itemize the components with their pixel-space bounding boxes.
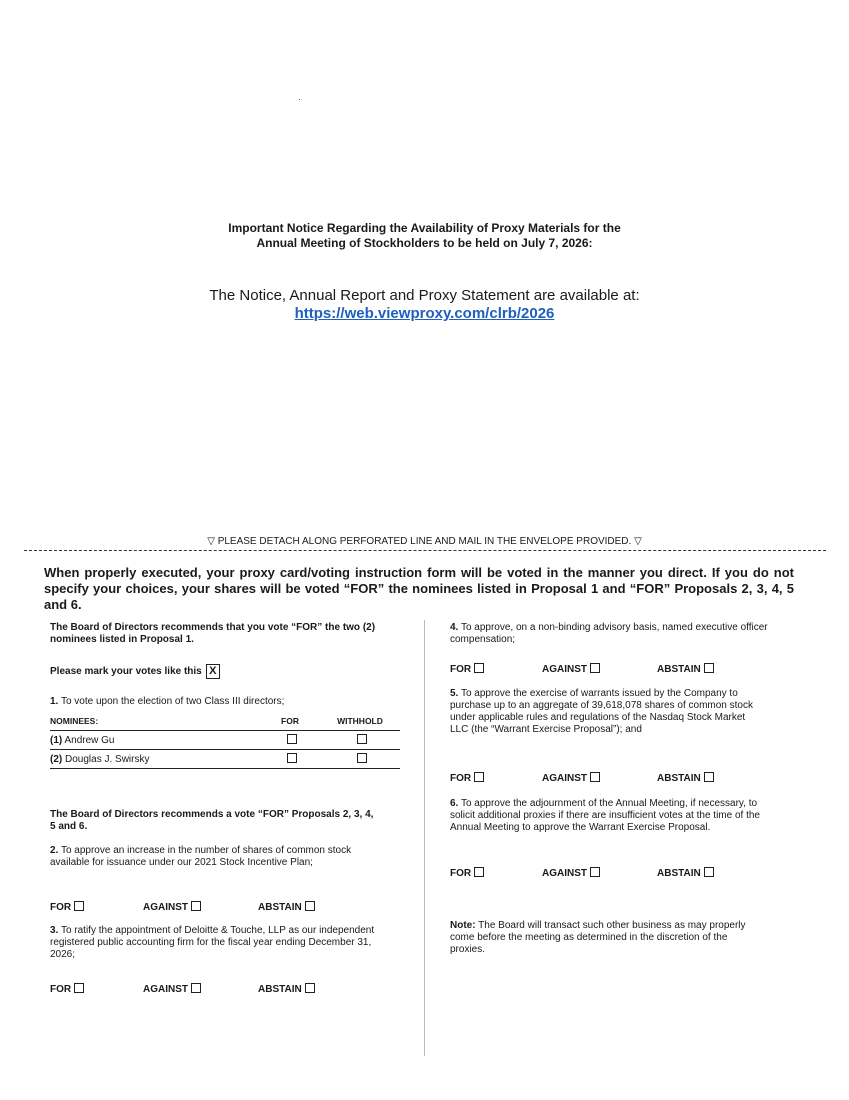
checkbox-p4-against[interactable] xyxy=(590,663,600,673)
proposal-5 xyxy=(450,688,765,736)
vote-against xyxy=(143,901,201,913)
note-text: The Board will transact such other business as may properly come before the meeting as determined in the discretion of the proxies. xyxy=(450,920,746,955)
stray-dot xyxy=(299,99,300,100)
proposal-3-number: 3. xyxy=(50,925,59,936)
down-triangle-icon: ▽ xyxy=(634,536,642,547)
vote-for xyxy=(50,901,84,913)
down-triangle-icon: ▽ xyxy=(207,536,215,547)
proposal-1-number: 1. xyxy=(50,696,59,707)
table-row xyxy=(50,731,400,750)
checkbox-p4-abstain[interactable] xyxy=(704,663,714,673)
checkbox-p2-abstain[interactable] xyxy=(305,901,315,911)
vote-abstain-label: ABSTAIN xyxy=(258,902,302,913)
checkbox-p3-for[interactable] xyxy=(74,983,84,993)
checkbox-withhold-nominee-2[interactable] xyxy=(357,753,367,763)
vote-for xyxy=(450,772,484,784)
vote-against xyxy=(542,772,600,784)
proposal-1-text: To vote upon the election of two Class III directors; xyxy=(60,696,285,707)
proposal-2-number: 2. xyxy=(50,845,59,856)
for-header: FOR xyxy=(260,714,320,731)
board-recommendation-2: The Board of Directors recommends a vote “FOR” Proposals 2, 3, 4, 5 and 6. xyxy=(50,809,374,832)
checkbox-p6-against[interactable] xyxy=(590,867,600,877)
proposal-5-text: To approve the exercise of warrants issued by the Company to purchase up to an aggregate of 39,618,078 shares of common stock under applicable rules and regulations of the Nasdaq Stock Market LLC (the “Warrant Exercise Proposal”); and xyxy=(450,688,753,735)
checkbox-withhold-nominee-1[interactable] xyxy=(357,734,367,744)
checkbox-p6-for[interactable] xyxy=(474,867,484,877)
notice-title xyxy=(0,221,849,251)
notice-title-line2: Annual Meeting of Stockholders to be held on July 7, 2026: xyxy=(256,236,593,250)
checkbox-p5-abstain[interactable] xyxy=(704,772,714,782)
nominee-number: (1) xyxy=(50,734,63,746)
note xyxy=(450,920,765,956)
mark-example xyxy=(50,664,220,679)
board-recommendation-1: The Board of Directors recommends that you vote “FOR” the two (2) nominees listed in Proposal 1. xyxy=(50,622,376,645)
vote-abstain xyxy=(657,867,714,879)
vote-against-label: AGAINST xyxy=(542,773,587,784)
vote-abstain-label: ABSTAIN xyxy=(657,664,701,675)
vote-against-label: AGAINST xyxy=(542,664,587,675)
mark-example-label: Please mark your votes like this xyxy=(50,666,202,678)
vote-for xyxy=(450,663,484,675)
proposal-6-number: 6. xyxy=(450,798,459,809)
vote-against xyxy=(542,663,600,675)
proposal-4-number: 4. xyxy=(450,622,459,633)
checkbox-p5-against[interactable] xyxy=(590,772,600,782)
nominee-name: Andrew Gu xyxy=(64,734,115,746)
x-mark-icon: X xyxy=(206,664,220,679)
vote-abstain xyxy=(258,901,315,913)
proposal-2 xyxy=(50,845,380,869)
withhold-header: WITHHOLD xyxy=(320,714,400,731)
proposal-4 xyxy=(450,622,770,646)
vote-abstain xyxy=(657,663,714,675)
proposal-6 xyxy=(450,798,775,834)
vote-for-label: FOR xyxy=(50,984,72,995)
vote-abstain-label: ABSTAIN xyxy=(258,984,302,995)
checkbox-p3-against[interactable] xyxy=(191,983,201,993)
vote-abstain-label: ABSTAIN xyxy=(657,773,701,784)
vote-for xyxy=(50,983,84,995)
nominees-header: NOMINEES: xyxy=(50,714,260,731)
detach-text: PLEASE DETACH ALONG PERFORATED LINE AND MAIL IN THE ENVELOPE PROVIDED. xyxy=(217,536,632,547)
table-row xyxy=(50,750,400,769)
proposal-4-text: To approve, on a non-binding advisory basis, named executive officer compensation; xyxy=(450,622,768,645)
proposal-2-text: To approve an increase in the number of shares of common stock available for issuance under our 2021 Stock Incentive Plan; xyxy=(50,845,352,868)
nominee-number: (2) xyxy=(50,753,63,765)
column-divider xyxy=(424,620,425,1056)
nominee-name: Douglas J. Swirsky xyxy=(65,753,150,765)
checkbox-p2-against[interactable] xyxy=(191,901,201,911)
proposal-6-text: To approve the adjournment of the Annual Meeting, if necessary, to solicit additional proxies if there are insufficient votes at the time of the Annual Meeting to approve the Warrant Exercise Proposal. xyxy=(450,798,760,833)
checkbox-p2-for[interactable] xyxy=(74,901,84,911)
perforated-line xyxy=(24,550,826,551)
vote-for-label: FOR xyxy=(450,664,472,675)
vote-abstain-label: ABSTAIN xyxy=(657,868,701,879)
vote-abstain xyxy=(258,983,315,995)
proposal-5-number: 5. xyxy=(450,688,459,699)
proposal-3-text: To ratify the appointment of Deloitte & Touche, LLP as our independent registered public accounting firm for the fiscal year ending December 31, 2026; xyxy=(50,925,375,960)
detach-instruction xyxy=(0,536,849,547)
vote-for-label: FOR xyxy=(50,902,72,913)
vote-for-label: FOR xyxy=(450,773,472,784)
nominees-table xyxy=(50,714,400,769)
vote-for xyxy=(450,867,484,879)
vote-abstain xyxy=(657,772,714,784)
proposal-1 xyxy=(50,696,400,708)
proxy-materials-link[interactable]: https://web.viewproxy.com/clrb/2026 xyxy=(294,305,555,322)
proposal-3 xyxy=(50,925,380,961)
availability-text: The Notice, Annual Report and Proxy Statement are available at: xyxy=(209,287,640,304)
checkbox-p6-abstain[interactable] xyxy=(704,867,714,877)
vote-against-label: AGAINST xyxy=(143,984,188,995)
voting-instructions: When properly executed, your proxy card/voting instruction form will be voted in the manner you direct. If you do not specify your choices, your shares will be voted “FOR” the nominees listed in Proposal 1 and “FOR” Proposals 2, 3, 4, 5 and 6. xyxy=(44,565,794,612)
vote-against xyxy=(143,983,201,995)
checkbox-p4-for[interactable] xyxy=(474,663,484,673)
checkbox-p3-abstain[interactable] xyxy=(305,983,315,993)
checkbox-p5-for[interactable] xyxy=(474,772,484,782)
vote-against-label: AGAINST xyxy=(542,868,587,879)
checkbox-for-nominee-1[interactable] xyxy=(287,734,297,744)
checkbox-for-nominee-2[interactable] xyxy=(287,753,297,763)
vote-against xyxy=(542,867,600,879)
note-label: Note: xyxy=(450,920,476,931)
vote-against-label: AGAINST xyxy=(143,902,188,913)
vote-for-label: FOR xyxy=(450,868,472,879)
notice-title-line1: Important Notice Regarding the Availability of Proxy Materials for the xyxy=(228,221,621,235)
